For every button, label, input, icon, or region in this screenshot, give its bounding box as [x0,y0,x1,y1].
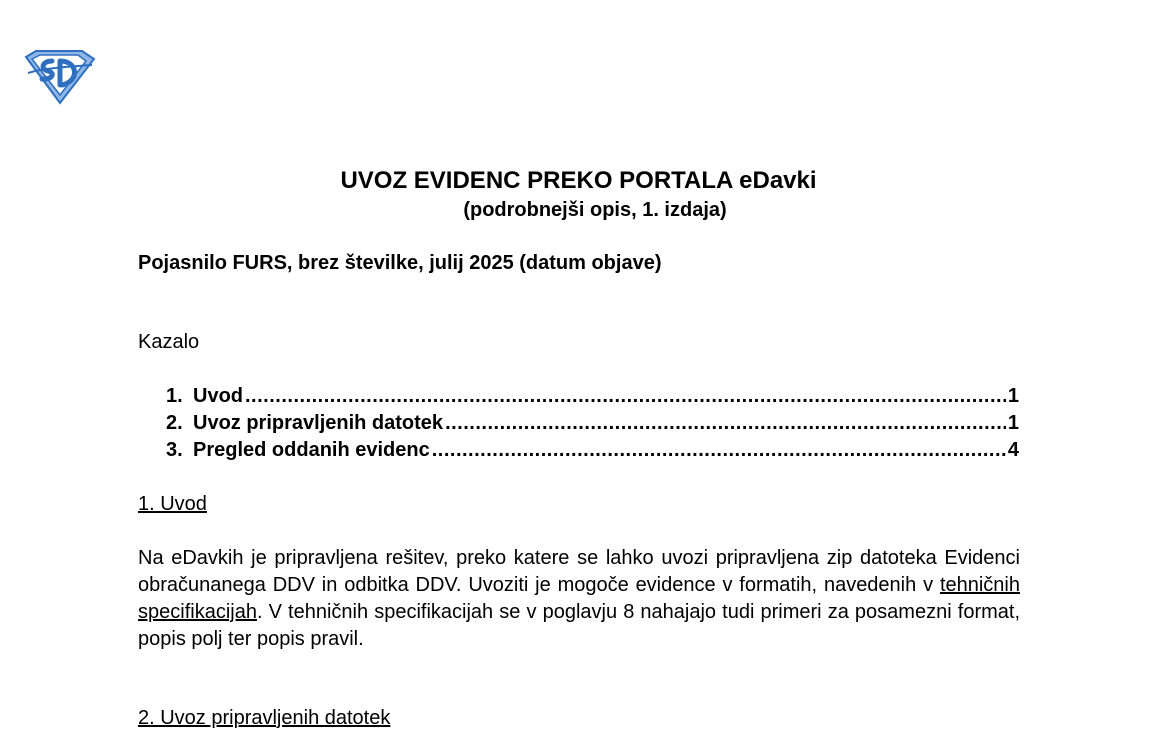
toc-item-number: 1. [166,385,183,407]
furs-logo-icon [22,47,96,105]
toc-item-pregled[interactable] [166,437,1019,464]
toc-item-uvoz[interactable] [166,410,1019,437]
toc-heading: Kazalo [138,331,200,353]
toc-leader-dots [245,383,1006,410]
paragraph-text: Na eDavkih je pripravljena rešitev, preko katere se lahko uvozi pripravljena zip datoteka Evidenci obračunanega DDV in odbitka DDV. Uvoziti je mogoče evidence v formatih, navedenih v [138,547,1020,596]
document-title-text: UVOZ EVIDENC PREKO PORTALA eDavki [340,167,817,194]
technical-specifications-link[interactable]: tehničnih specifikacijah [138,574,1020,623]
toc-item-number: 3. [166,439,183,461]
document-title [0,166,1157,196]
table-of-contents [166,383,1019,464]
toc-item-uvod[interactable] [166,383,1019,410]
toc-item-label: Pregled oddanih evidenc [193,439,430,461]
toc-item-page: 1 [1007,412,1019,434]
document-subtitle: (podrobnejši opis, 1. izdaja) [463,199,727,221]
section-paragraph [138,545,1020,653]
section-heading-uvod: 1. Uvod [138,493,207,515]
document-reference: Pojasnilo FURS, brez številke, julij 2025 (datum objave) [138,252,662,274]
toc-item-number: 2. [166,412,183,434]
paragraph-text: . V tehničnih specifikacijah se v poglavju 8 nahajajo tudi primeri za posamezni format, popis polj ter popis pravil. [138,601,1020,650]
section-heading-uvoz: 2. Uvoz pripravljenih datotek [138,707,391,729]
toc-leader-dots [432,437,1006,464]
toc-item-page: 1 [1007,385,1019,407]
toc-item-label: Uvod [193,385,243,407]
toc-item-label: Uvoz pripravljenih datotek [193,412,444,434]
toc-leader-dots [445,410,1006,437]
toc-item-page: 4 [1007,439,1019,461]
